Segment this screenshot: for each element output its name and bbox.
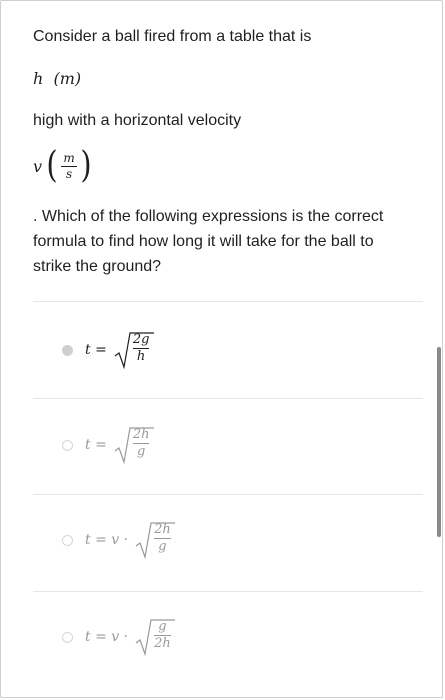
formula-prefix: t = [85,437,107,453]
divider [33,494,423,495]
answer-option-4[interactable] [62,617,176,657]
velocity-unit-fraction [61,151,77,182]
question-text-line3c: strike the ground? [33,258,162,275]
radio-button[interactable] [62,632,73,643]
fraction-denominator: h [136,349,146,364]
fraction-denominator: g [136,444,146,459]
radicand-fraction [154,522,171,555]
divider [33,398,423,399]
velocity-variable: v [33,156,43,176]
answer-option-2[interactable] [62,425,155,465]
height-unit: (m) [53,69,82,88]
radicand-fraction [133,427,150,460]
square-root [134,617,176,657]
velocity-unit-denominator: s [66,166,73,181]
formula-prefix: t = v · [85,629,129,645]
velocity-expression [33,146,93,186]
height-expression [33,66,81,91]
answer-option-3[interactable] [62,520,176,560]
square-root [113,425,155,465]
velocity-unit-numerator: m [63,150,75,165]
answer-option-1[interactable] [62,330,155,370]
fraction-numerator: 2h [154,522,171,537]
fraction-denominator: 2h [154,636,171,651]
formula-prefix: t = [85,342,107,358]
left-paren: ( [46,145,58,186]
fraction-numerator: g [158,619,167,634]
formula-prefix: t = v · [85,532,129,548]
question-text-line2: high with a horizontal velocity [33,112,242,129]
question-text-line3b: formula to find how long it will take for the ball to [33,233,374,250]
square-root [134,520,176,560]
divider [33,591,423,592]
radicand-fraction [133,332,150,365]
question-text-line1: Consider a ball fired from a table that is [33,28,312,45]
radicand-fraction [154,619,171,652]
option-formula [85,520,176,560]
radio-button[interactable] [62,440,73,451]
divider [33,301,423,302]
right-paren: ) [80,145,92,186]
radio-button[interactable] [62,535,73,546]
radio-button[interactable] [62,345,73,356]
scrollbar[interactable] [437,347,441,537]
option-formula [85,330,155,370]
option-formula [85,617,176,657]
option-formula [85,425,155,465]
fraction-numerator: 2g [132,332,150,347]
fraction-numerator: 2h [132,427,150,442]
square-root [113,330,155,370]
fraction-denominator: g [158,539,167,554]
height-variable: h [33,69,44,88]
question-text-line3a: . Which of the following expressions is the correct [33,208,384,225]
